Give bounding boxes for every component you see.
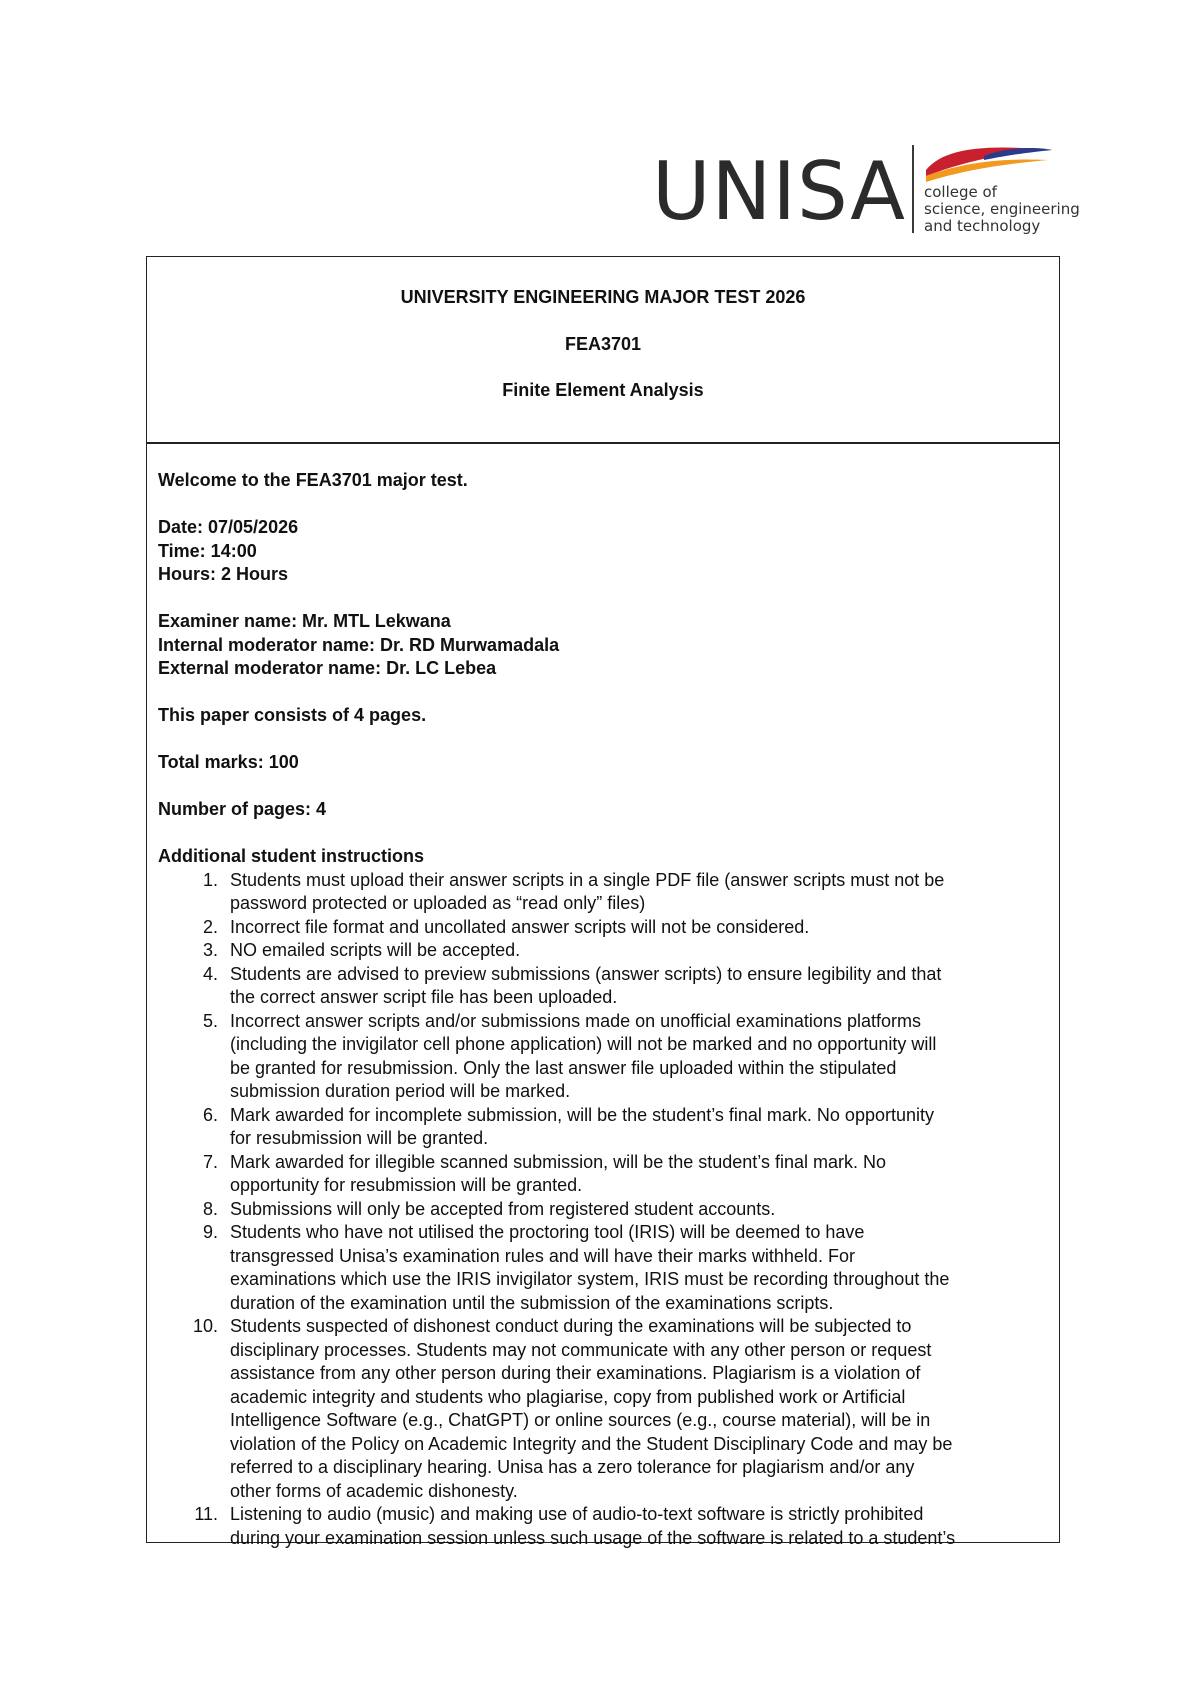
instruction-number: 11.: [194, 1504, 218, 1524]
instruction-line: Mark awarded for illegible scanned submission, will be the student’s final mark. No: [230, 1151, 886, 1172]
instruction-line: violation of the Policy on Academic Integrity and the Student Disciplinary Code and may be: [230, 1433, 953, 1454]
instruction-number: 7.: [202, 1151, 218, 1172]
logo-divider: [912, 145, 914, 233]
instruction-number: 3.: [202, 940, 218, 960]
instruction-line: other forms of academic dishonesty.: [230, 1480, 518, 1501]
instruction-number: 6.: [202, 1104, 218, 1125]
instruction-number: 8.: [202, 1198, 218, 1219]
instruction-line: examinations which use the IRIS invigilator system, IRIS must be recording throughout the: [230, 1269, 950, 1289]
instruction-item: [158, 1198, 1048, 1222]
logo-college-line: college of: [924, 183, 997, 201]
instruction-number: 4.: [202, 963, 218, 984]
logo-college-text: [924, 184, 1080, 235]
instruction-item: [158, 1151, 1048, 1198]
instruction-line: disciplinary processes. Students may not communicate with any other person or request: [230, 1339, 932, 1360]
total-marks: Total marks: 100: [158, 752, 299, 772]
instruction-line: transgressed Unisa’s examination rules and will have their marks withheld. For: [230, 1245, 855, 1266]
instruction-line: for resubmission will be granted.: [230, 1128, 489, 1148]
exam-header: [147, 257, 1059, 444]
instruction-line: be granted for resubmission. Only the last answer file uploaded within the stipulated: [230, 1057, 897, 1078]
instruction-number: 1.: [202, 869, 218, 890]
exam-info-box: [146, 256, 1060, 1548]
instruction-line: opportunity for resubmission will be granted.: [230, 1175, 583, 1195]
instruction-item: [158, 869, 1048, 916]
instruction-number: 2.: [202, 916, 218, 937]
exam-details: [158, 469, 1048, 1550]
logo-wordmark: UNISA: [652, 145, 906, 238]
instruction-line: academic integrity and students who plagiarise, copy from published work or Artificial: [230, 1386, 906, 1407]
internal-moderator-name: Internal moderator name: Dr. RD Murwamadala: [158, 634, 560, 655]
instruction-line: Intelligence Software (e.g., ChatGPT) or online sources (e.g., course material), will be in: [230, 1410, 931, 1430]
instruction-line: referred to a disciplinary hearing. Unisa has a zero tolerance for plagiarism and/or any: [230, 1457, 915, 1477]
unisa-logo: [652, 140, 1080, 240]
instruction-line: Incorrect file format and uncollated answer scripts will not be considered.: [230, 916, 810, 937]
instruction-item: [158, 1104, 1048, 1151]
instruction-item: [158, 939, 1048, 963]
instruction-number: 9.: [202, 1222, 218, 1242]
instruction-item: [158, 1221, 1048, 1315]
exam-hours: Hours: 2 Hours: [158, 564, 289, 584]
instructions-list: [158, 869, 1048, 1551]
module-name: Finite Element Analysis: [502, 380, 704, 400]
paper-pages-statement: This paper consists of 4 pages.: [158, 705, 427, 725]
instruction-line: Students are advised to preview submissions (answer scripts) to ensure legibility and that: [230, 963, 942, 984]
instruction-line: Students suspected of dishonest conduct during the examinations will be subjected to: [230, 1316, 912, 1336]
instruction-line: Incorrect answer scripts and/or submissions made on unofficial examinations platforms: [230, 1010, 921, 1031]
instruction-line: NO emailed scripts will be accepted.: [230, 940, 521, 960]
instruction-line: during your examination session unless such usage of the software is related to a student’s: [230, 1527, 956, 1548]
instruction-item: [158, 963, 1048, 1010]
instruction-line: (including the invigilator cell phone application) will not be marked and no opportunity will: [230, 1034, 937, 1054]
exam-time: Time: 14:00: [158, 540, 257, 561]
logo-college-line: and technology: [924, 217, 1041, 235]
welcome-text: Welcome to the FEA3701 major test.: [158, 470, 468, 490]
instruction-line: Listening to audio (music) and making use of audio-to-text software is strictly prohibited: [230, 1504, 924, 1524]
instruction-line: assistance from any other person during their examinations. Plagiarism is a violation of: [230, 1363, 921, 1383]
instruction-item: [158, 1010, 1048, 1104]
logo-college-line: science, engineering: [924, 200, 1080, 218]
exam-title: UNIVERSITY ENGINEERING MAJOR TEST 2026: [400, 287, 806, 307]
instruction-number: 10.: [192, 1316, 218, 1336]
instruction-line: submission duration period will be marked.: [230, 1081, 571, 1101]
examiner-name: Examiner name: Mr. MTL Lekwana: [158, 611, 451, 631]
external-moderator-name: External moderator name: Dr. LC Lebea: [158, 658, 497, 678]
exam-date: Date: 07/05/2026: [158, 517, 299, 537]
instruction-line: duration of the examination until the submission of the examinations scripts.: [230, 1292, 834, 1313]
instruction-line: Mark awarded for incomplete submission, will be the student’s final mark. No opportunity: [230, 1104, 934, 1125]
instruction-line: password protected or uploaded as “read only” files): [230, 893, 646, 913]
instruction-item: [158, 1503, 1048, 1550]
instruction-line: the correct answer script file has been uploaded.: [230, 987, 618, 1007]
instruction-item: [158, 916, 1048, 940]
instruction-line: Submissions will only be accepted from registered student accounts.: [230, 1198, 776, 1219]
logo-flag-icon: [924, 140, 1054, 184]
instruction-number: 5.: [202, 1010, 218, 1031]
number-of-pages: Number of pages: 4: [158, 799, 327, 819]
instructions-heading: Additional student instructions: [158, 846, 424, 866]
instruction-line: Students must upload their answer scripts in a single PDF file (answer scripts must not be: [230, 869, 945, 890]
module-code: FEA3701: [564, 334, 642, 354]
instruction-item: [158, 1315, 1048, 1503]
instruction-line: Students who have not utilised the proctoring tool (IRIS) will be deemed to have: [230, 1222, 865, 1242]
